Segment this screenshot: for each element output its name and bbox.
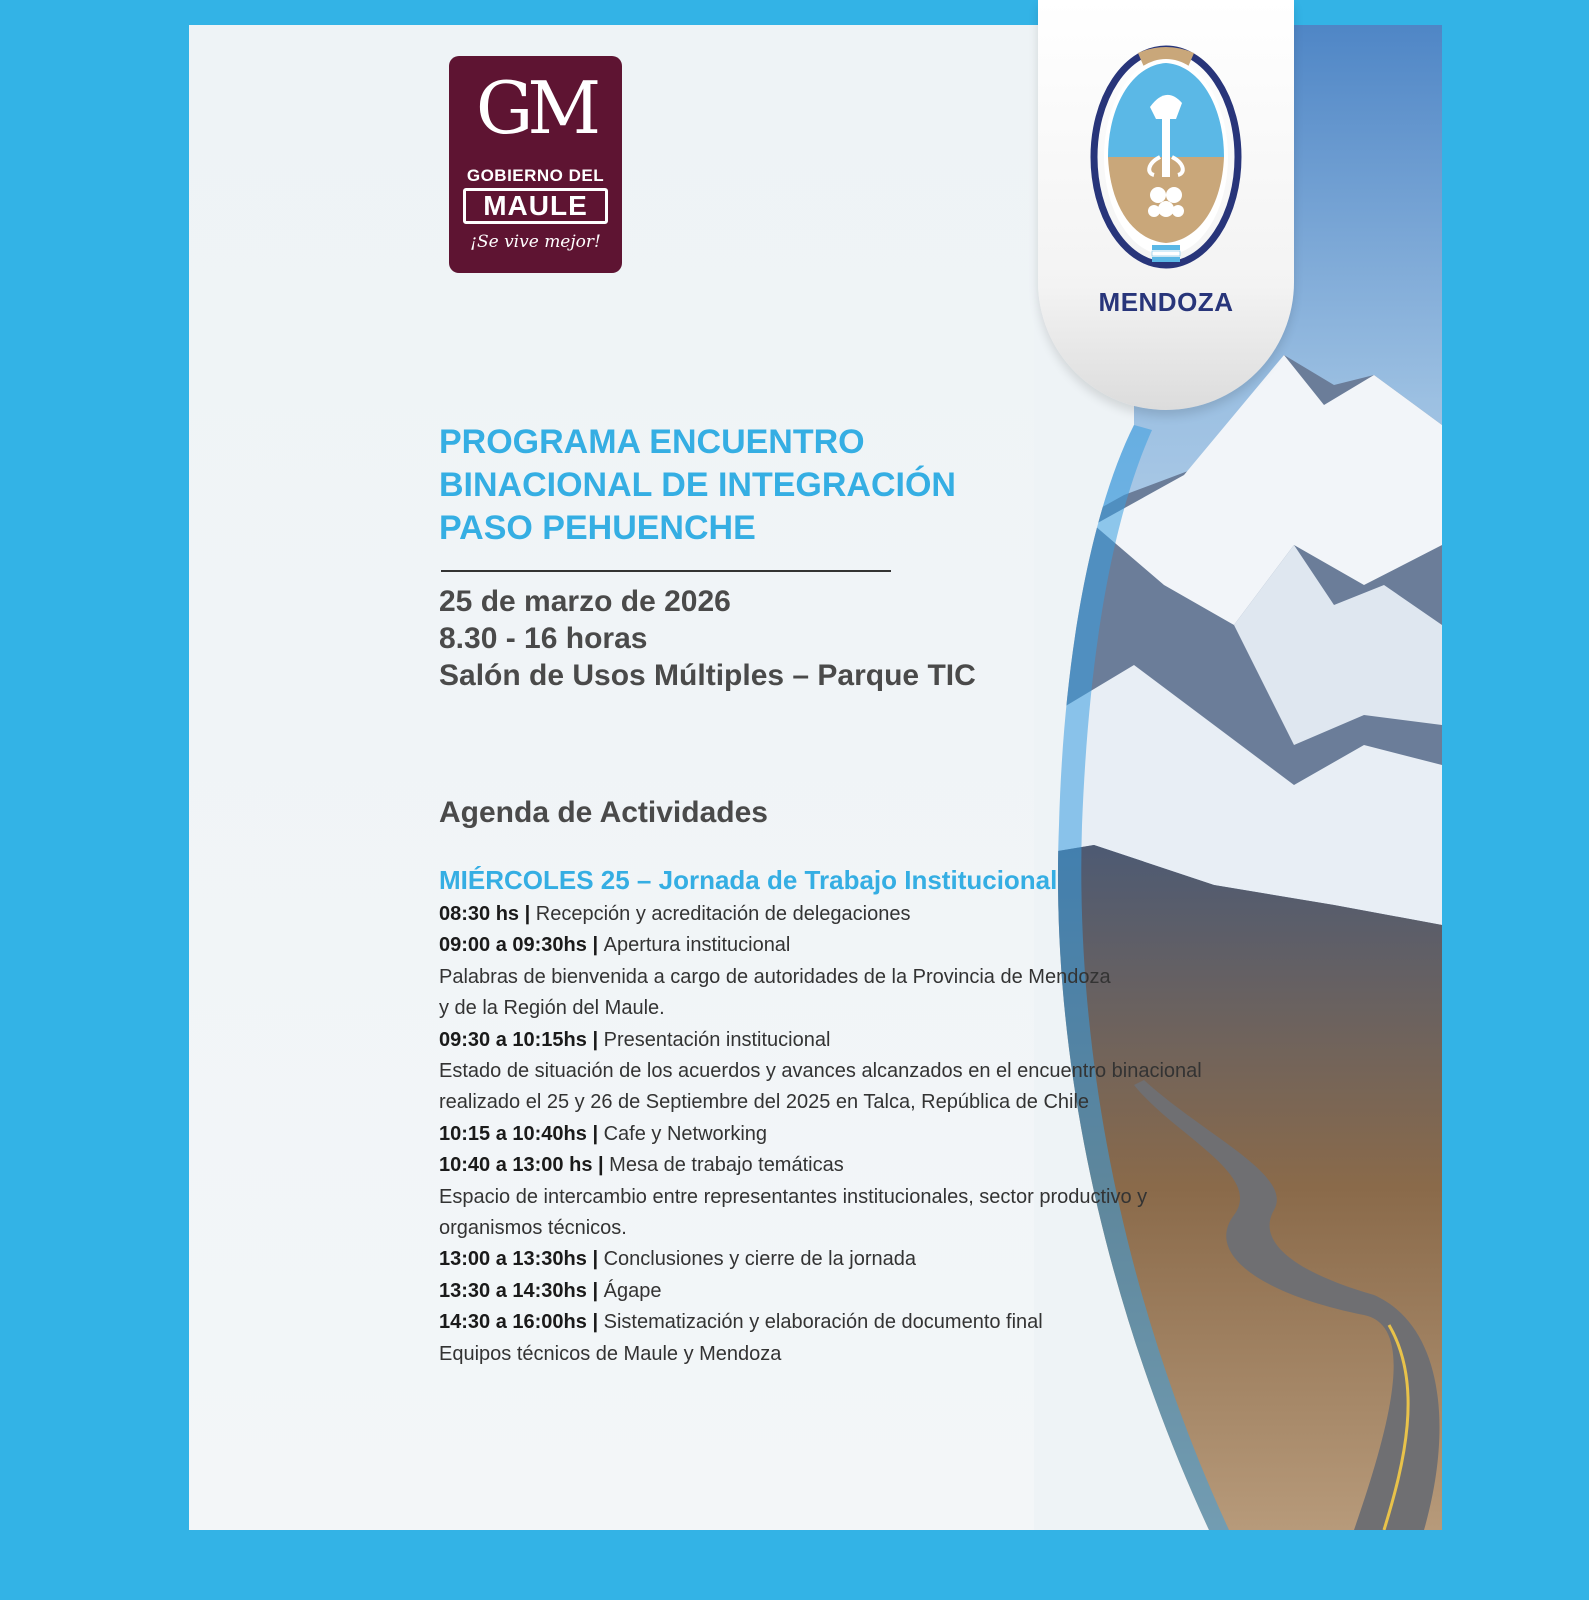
agenda-separator: | [586, 1311, 604, 1334]
event-info [439, 583, 976, 694]
agenda-item-activity: Cafe y Networking [603, 1122, 768, 1145]
agenda-separator: | [586, 1028, 604, 1051]
agenda-separator: | [592, 1154, 610, 1177]
agenda-item-activity: Sistematización y elaboración de documento final [603, 1311, 1043, 1334]
agenda-item-activity: Recepción y acreditación de delegaciones [535, 903, 911, 925]
agenda-separator: | [519, 903, 536, 925]
agenda-item-time: 10:40 a 13:00 hs [439, 1154, 593, 1177]
program-title-line1: PROGRAMA ENCUENTRO [439, 423, 865, 461]
mendoza-logo [1038, 0, 1294, 410]
gobierno-maule-logo [449, 56, 622, 273]
agenda-separator: | [586, 1122, 604, 1145]
agenda-item-time: 09:00 a 09:30hs [439, 934, 587, 957]
program-title-line3: PASO PEHUENCHE [439, 509, 756, 547]
agenda-item-time: 13:00 a 13:30hs [439, 1248, 587, 1271]
event-hours: 8.30 - 16 horas [439, 622, 648, 655]
agenda-item-time: 09:30 a 10:15hs [439, 1028, 587, 1051]
agenda-day-title: MIÉRCOLES 25 – Jornada de Trabajo Institucional [439, 865, 1058, 895]
title-divider [441, 570, 891, 572]
program-title-line2: BINACIONAL DE INTEGRACIÓN [439, 466, 956, 504]
agenda-item-note: realizado el 25 y 26 de Septiembre del 2025 en Talca, República de Chile [439, 1091, 1090, 1114]
agenda-item [439, 1244, 1259, 1275]
agenda-item-time: 08:30 hs [439, 903, 520, 925]
agenda-item-note: Estado de situación de los acuerdos y avances alcanzados en el encuentro binacional [439, 1060, 1202, 1083]
agenda-item-note: organismos técnicos. [439, 1217, 627, 1240]
agenda-item-note: y de la Región del Maule. [439, 997, 665, 1020]
agenda-item [439, 899, 1259, 930]
agenda-item-time: 13:30 a 14:30hs [439, 1279, 587, 1302]
agenda-item-time: 14:30 a 16:00hs [439, 1311, 587, 1334]
agenda-item-activity: Conclusiones y cierre de la jornada [603, 1248, 917, 1271]
maule-logo-line1: GOBIERNO DEL [466, 166, 605, 185]
agenda-item-time: 10:15 a 10:40hs [439, 1122, 587, 1145]
agenda-item-activity: Ágape [603, 1279, 662, 1302]
program-title [439, 421, 1059, 550]
maule-logo-line2: MAULE [463, 188, 608, 224]
agenda-item [439, 1276, 1259, 1307]
agenda-title: Agenda de Actividades [439, 796, 768, 829]
agenda-item-note: Equipos técnicos de Maule y Mendoza [439, 1342, 782, 1365]
mendoza-name: MENDOZA [1098, 287, 1234, 317]
agenda-item-note: Espacio de intercambio entre representantes institucionales, sector productivo y [439, 1185, 1148, 1208]
agenda-item [439, 1119, 1259, 1150]
agenda-item [439, 1025, 1259, 1056]
agenda-item-activity: Presentación institucional [603, 1028, 831, 1051]
maule-monogram: GM [475, 66, 596, 150]
agenda-separator: | [586, 934, 604, 957]
agenda-list [439, 899, 1259, 1370]
agenda-item [439, 1307, 1259, 1338]
agenda-item [439, 1150, 1259, 1181]
agenda-item-note: Palabras de bienvenida a cargo de autoridades de la Provincia de Mendoza [439, 965, 1111, 988]
event-date: 25 de marzo de 2026 [439, 585, 731, 618]
event-venue: Salón de Usos Múltiples – Parque TIC [439, 659, 976, 692]
agenda-separator: | [586, 1248, 604, 1271]
agenda-item [439, 930, 1259, 961]
agenda-separator: | [586, 1279, 604, 1302]
agenda-item-activity: Mesa de trabajo temáticas [609, 1154, 844, 1177]
mendoza-crest-icon [1088, 45, 1244, 275]
maule-slogan: ¡Se vive mejor! [470, 232, 601, 252]
agenda-item-activity: Apertura institucional [603, 934, 791, 957]
